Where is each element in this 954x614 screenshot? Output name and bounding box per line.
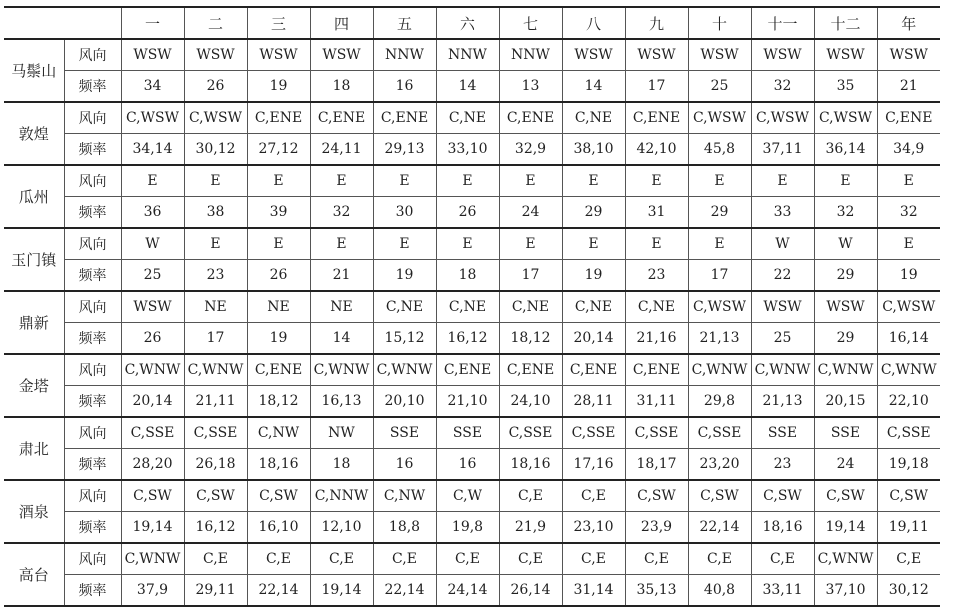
direction-cell: C,NE — [625, 291, 688, 323]
direction-cell: C,SSE — [688, 417, 751, 449]
frequency-cell: 19 — [247, 323, 310, 355]
frequency-cell: 19,14 — [310, 575, 373, 607]
direction-cell: C,E — [310, 543, 373, 575]
station-frequency-row — [4, 260, 940, 292]
frequency-cell: 29 — [814, 323, 877, 355]
direction-cell: C,WSW — [121, 102, 184, 134]
frequency-cell: 12,10 — [310, 512, 373, 544]
direction-cell: E — [436, 165, 499, 197]
frequency-cell: 19 — [877, 260, 940, 292]
direction-cell: C,SW — [877, 480, 940, 512]
station-direction-row — [4, 228, 940, 260]
frequency-cell: 32 — [877, 197, 940, 229]
frequency-cell: 24,11 — [310, 134, 373, 166]
frequency-cell: 16 — [373, 449, 436, 481]
frequency-cell: 19,14 — [814, 512, 877, 544]
frequency-cell: 16,10 — [247, 512, 310, 544]
frequency-cell: 16,12 — [184, 512, 247, 544]
frequency-cell: 29,8 — [688, 386, 751, 418]
frequency-cell: 31 — [625, 197, 688, 229]
direction-cell: E — [625, 165, 688, 197]
header-row — [4, 7, 940, 39]
direction-cell: WSW — [184, 39, 247, 71]
direction-cell: C,ENE — [247, 354, 310, 386]
direction-cell: E — [184, 228, 247, 260]
row-label-frequency: 频率 — [64, 134, 121, 166]
direction-cell: C,ENE — [877, 102, 940, 134]
station-name: 瓜州 — [4, 165, 64, 228]
direction-cell: C,E — [499, 480, 562, 512]
frequency-cell: 20,14 — [562, 323, 625, 355]
frequency-cell: 18,16 — [499, 449, 562, 481]
direction-cell: SSE — [814, 417, 877, 449]
direction-cell: C,ENE — [247, 102, 310, 134]
frequency-cell: 29 — [688, 197, 751, 229]
frequency-cell: 37,10 — [814, 575, 877, 607]
direction-cell: C,E — [499, 543, 562, 575]
row-label-direction: 风向 — [64, 480, 121, 512]
frequency-cell: 26 — [436, 197, 499, 229]
station-frequency-row — [4, 575, 940, 607]
direction-cell: C,SW — [184, 480, 247, 512]
frequency-cell: 36,14 — [814, 134, 877, 166]
frequency-cell: 30 — [373, 197, 436, 229]
frequency-cell: 29,13 — [373, 134, 436, 166]
frequency-cell: 24,14 — [436, 575, 499, 607]
column-header: 四 — [310, 7, 373, 39]
frequency-cell: 18,12 — [499, 323, 562, 355]
direction-cell: W — [121, 228, 184, 260]
station-name: 高台 — [4, 543, 64, 606]
frequency-cell: 21,9 — [499, 512, 562, 544]
direction-cell: C,WSW — [688, 291, 751, 323]
frequency-cell: 25 — [688, 71, 751, 103]
direction-cell: C,NE — [373, 291, 436, 323]
frequency-cell: 38 — [184, 197, 247, 229]
direction-cell: E — [751, 165, 814, 197]
direction-cell: C,E — [373, 543, 436, 575]
station-name: 敦煌 — [4, 102, 64, 165]
row-label-direction: 风向 — [64, 228, 121, 260]
station-direction-row — [4, 354, 940, 386]
frequency-cell: 35,13 — [625, 575, 688, 607]
direction-cell: WSW — [751, 291, 814, 323]
frequency-cell: 26 — [247, 260, 310, 292]
frequency-cell: 22,10 — [877, 386, 940, 418]
direction-cell: C,NW — [247, 417, 310, 449]
direction-cell: NE — [310, 291, 373, 323]
direction-cell: C,SSE — [877, 417, 940, 449]
frequency-cell: 22,14 — [688, 512, 751, 544]
direction-cell: WSW — [247, 39, 310, 71]
direction-cell: E — [373, 228, 436, 260]
frequency-cell: 18,8 — [373, 512, 436, 544]
direction-cell: C,E — [562, 480, 625, 512]
direction-cell: W — [814, 228, 877, 260]
frequency-cell: 14 — [562, 71, 625, 103]
station-frequency-row — [4, 449, 940, 481]
station-frequency-row — [4, 134, 940, 166]
frequency-cell: 21 — [877, 71, 940, 103]
direction-cell: WSW — [814, 291, 877, 323]
station-name: 鼎新 — [4, 291, 64, 354]
direction-cell: C,SSE — [499, 417, 562, 449]
frequency-cell: 19,11 — [877, 512, 940, 544]
row-label-frequency: 频率 — [64, 449, 121, 481]
direction-cell: C,SW — [751, 480, 814, 512]
direction-cell: C,WNW — [310, 354, 373, 386]
direction-cell: NW — [310, 417, 373, 449]
station-frequency-row — [4, 323, 940, 355]
frequency-cell: 18,12 — [247, 386, 310, 418]
column-header: 八 — [562, 7, 625, 39]
direction-cell: C,NE — [436, 102, 499, 134]
station-direction-row — [4, 480, 940, 512]
table-body — [4, 39, 940, 606]
row-label-direction: 风向 — [64, 543, 121, 575]
direction-cell: C,ENE — [436, 354, 499, 386]
frequency-cell: 21,10 — [436, 386, 499, 418]
direction-cell: C,WSW — [814, 102, 877, 134]
direction-cell: C,E — [688, 543, 751, 575]
direction-cell: C,WNW — [751, 354, 814, 386]
direction-cell: SSE — [751, 417, 814, 449]
direction-cell: C,NE — [562, 102, 625, 134]
direction-cell: E — [436, 228, 499, 260]
direction-cell: SSE — [436, 417, 499, 449]
direction-cell: WSW — [877, 39, 940, 71]
frequency-cell: 33,11 — [751, 575, 814, 607]
direction-cell: W — [751, 228, 814, 260]
frequency-cell: 23,10 — [562, 512, 625, 544]
direction-cell: C,ENE — [562, 354, 625, 386]
frequency-cell: 23 — [184, 260, 247, 292]
frequency-cell: 25 — [751, 323, 814, 355]
station-direction-row — [4, 102, 940, 134]
frequency-cell: 33,10 — [436, 134, 499, 166]
direction-cell: WSW — [121, 291, 184, 323]
frequency-cell: 19,18 — [877, 449, 940, 481]
direction-cell: C,E — [184, 543, 247, 575]
direction-cell: WSW — [688, 39, 751, 71]
station-direction-row — [4, 165, 940, 197]
direction-cell: NE — [247, 291, 310, 323]
direction-cell: E — [877, 228, 940, 260]
frequency-cell: 21,13 — [688, 323, 751, 355]
station-frequency-row — [4, 71, 940, 103]
direction-cell: C,ENE — [373, 102, 436, 134]
frequency-cell: 30,12 — [877, 575, 940, 607]
direction-cell: WSW — [625, 39, 688, 71]
frequency-cell: 21 — [310, 260, 373, 292]
column-header: 十一 — [751, 7, 814, 39]
direction-cell: C,SW — [688, 480, 751, 512]
frequency-cell: 34 — [121, 71, 184, 103]
frequency-cell: 32 — [310, 197, 373, 229]
row-label-direction: 风向 — [64, 102, 121, 134]
station-direction-row — [4, 39, 940, 71]
column-header: 五 — [373, 7, 436, 39]
direction-cell: C,WSW — [184, 102, 247, 134]
direction-cell: C,WNW — [814, 543, 877, 575]
direction-cell: C,WSW — [688, 102, 751, 134]
frequency-cell: 16,13 — [310, 386, 373, 418]
frequency-cell: 40,8 — [688, 575, 751, 607]
direction-cell: C,WNW — [121, 543, 184, 575]
frequency-cell: 19,14 — [121, 512, 184, 544]
station-direction-row — [4, 417, 940, 449]
frequency-cell: 17 — [688, 260, 751, 292]
column-header: 年 — [877, 7, 940, 39]
row-label-frequency: 频率 — [64, 575, 121, 607]
direction-cell: E — [184, 165, 247, 197]
direction-cell: WSW — [121, 39, 184, 71]
direction-cell: C,ENE — [625, 102, 688, 134]
frequency-cell: 18 — [436, 260, 499, 292]
frequency-cell: 29 — [814, 260, 877, 292]
frequency-cell: 31,11 — [625, 386, 688, 418]
direction-cell: E — [562, 228, 625, 260]
frequency-cell: 17,16 — [562, 449, 625, 481]
direction-cell: C,SSE — [184, 417, 247, 449]
direction-cell: C,SW — [121, 480, 184, 512]
row-label-direction: 风向 — [64, 354, 121, 386]
direction-cell: E — [499, 228, 562, 260]
direction-cell: C,E — [562, 543, 625, 575]
direction-cell: C,NNW — [310, 480, 373, 512]
direction-cell: C,ENE — [499, 102, 562, 134]
frequency-cell: 26,14 — [499, 575, 562, 607]
direction-cell: E — [625, 228, 688, 260]
corner-cell — [4, 7, 121, 39]
frequency-cell: 19,8 — [436, 512, 499, 544]
frequency-cell: 15,12 — [373, 323, 436, 355]
frequency-cell: 16,14 — [877, 323, 940, 355]
frequency-cell: 37,9 — [121, 575, 184, 607]
direction-cell: C,WSW — [877, 291, 940, 323]
frequency-cell: 16 — [436, 449, 499, 481]
direction-cell: C,WNW — [184, 354, 247, 386]
direction-cell: C,E — [247, 543, 310, 575]
direction-cell: C,WNW — [688, 354, 751, 386]
column-header: 二 — [184, 7, 247, 39]
row-label-direction: 风向 — [64, 39, 121, 71]
direction-cell: C,WNW — [877, 354, 940, 386]
station-frequency-row — [4, 386, 940, 418]
direction-cell: C,SW — [625, 480, 688, 512]
direction-cell: NNW — [499, 39, 562, 71]
frequency-cell: 26 — [184, 71, 247, 103]
direction-cell: C,SW — [814, 480, 877, 512]
column-header: 七 — [499, 7, 562, 39]
direction-cell: C,SSE — [625, 417, 688, 449]
direction-cell: WSW — [751, 39, 814, 71]
frequency-cell: 20,14 — [121, 386, 184, 418]
direction-cell: E — [814, 165, 877, 197]
direction-cell: NE — [184, 291, 247, 323]
row-label-frequency: 频率 — [64, 323, 121, 355]
station-name: 马鬃山 — [4, 39, 64, 102]
direction-cell: C,SSE — [562, 417, 625, 449]
direction-cell: C,NW — [373, 480, 436, 512]
frequency-cell: 19 — [247, 71, 310, 103]
frequency-cell: 20,10 — [373, 386, 436, 418]
frequency-cell: 31,14 — [562, 575, 625, 607]
frequency-cell: 32 — [751, 71, 814, 103]
station-frequency-row — [4, 512, 940, 544]
station-name: 酒泉 — [4, 480, 64, 543]
frequency-cell: 16 — [373, 71, 436, 103]
direction-cell: E — [688, 228, 751, 260]
frequency-cell: 17 — [184, 323, 247, 355]
direction-cell: C,E — [751, 543, 814, 575]
station-direction-row — [4, 291, 940, 323]
row-label-frequency: 频率 — [64, 260, 121, 292]
frequency-cell: 16,12 — [436, 323, 499, 355]
direction-cell: NNW — [436, 39, 499, 71]
direction-cell: C,ENE — [310, 102, 373, 134]
frequency-cell: 24,10 — [499, 386, 562, 418]
direction-cell: C,E — [436, 543, 499, 575]
frequency-cell: 26,18 — [184, 449, 247, 481]
column-header: 一 — [121, 7, 184, 39]
direction-cell: C,ENE — [625, 354, 688, 386]
direction-cell: C,E — [625, 543, 688, 575]
direction-cell: C,E — [877, 543, 940, 575]
frequency-cell: 24 — [814, 449, 877, 481]
frequency-cell: 14 — [310, 323, 373, 355]
frequency-cell: 22,14 — [247, 575, 310, 607]
frequency-cell: 18 — [310, 449, 373, 481]
direction-cell: C,NE — [436, 291, 499, 323]
direction-cell: WSW — [814, 39, 877, 71]
direction-cell: E — [562, 165, 625, 197]
frequency-cell: 45,8 — [688, 134, 751, 166]
direction-cell: E — [373, 165, 436, 197]
frequency-cell: 18,17 — [625, 449, 688, 481]
frequency-cell: 32 — [814, 197, 877, 229]
row-label-frequency: 频率 — [64, 512, 121, 544]
direction-cell: E — [247, 165, 310, 197]
direction-cell: E — [688, 165, 751, 197]
direction-cell: E — [499, 165, 562, 197]
frequency-cell: 22,14 — [373, 575, 436, 607]
frequency-cell: 27,12 — [247, 134, 310, 166]
direction-cell: C,WNW — [373, 354, 436, 386]
frequency-cell: 36 — [121, 197, 184, 229]
frequency-cell: 17 — [499, 260, 562, 292]
direction-cell: WSW — [562, 39, 625, 71]
direction-cell: SSE — [373, 417, 436, 449]
direction-cell: C,WSW — [751, 102, 814, 134]
frequency-cell: 20,15 — [814, 386, 877, 418]
frequency-cell: 32,9 — [499, 134, 562, 166]
frequency-cell: 24 — [499, 197, 562, 229]
direction-cell: C,W — [436, 480, 499, 512]
frequency-cell: 14 — [436, 71, 499, 103]
station-direction-row — [4, 543, 940, 575]
wind-direction-frequency-table — [4, 6, 940, 607]
column-header: 三 — [247, 7, 310, 39]
direction-cell: C,NE — [499, 291, 562, 323]
frequency-cell: 23 — [751, 449, 814, 481]
frequency-cell: 34,14 — [121, 134, 184, 166]
frequency-cell: 23,9 — [625, 512, 688, 544]
direction-cell: WSW — [310, 39, 373, 71]
row-label-frequency: 频率 — [64, 197, 121, 229]
frequency-cell: 29 — [562, 197, 625, 229]
frequency-cell: 39 — [247, 197, 310, 229]
frequency-cell: 30,12 — [184, 134, 247, 166]
frequency-cell: 28,20 — [121, 449, 184, 481]
frequency-cell: 19 — [373, 260, 436, 292]
wind-table-container — [4, 6, 940, 607]
frequency-cell: 23,20 — [688, 449, 751, 481]
frequency-cell: 23 — [625, 260, 688, 292]
frequency-cell: 38,10 — [562, 134, 625, 166]
frequency-cell: 29,11 — [184, 575, 247, 607]
station-name: 玉门镇 — [4, 228, 64, 291]
frequency-cell: 37,11 — [751, 134, 814, 166]
direction-cell: C,SSE — [121, 417, 184, 449]
frequency-cell: 21,16 — [625, 323, 688, 355]
frequency-cell: 19 — [562, 260, 625, 292]
frequency-cell: 25 — [121, 260, 184, 292]
direction-cell: C,WNW — [814, 354, 877, 386]
frequency-cell: 17 — [625, 71, 688, 103]
column-header: 九 — [625, 7, 688, 39]
frequency-cell: 21,11 — [184, 386, 247, 418]
direction-cell: E — [121, 165, 184, 197]
frequency-cell: 26 — [121, 323, 184, 355]
direction-cell: E — [247, 228, 310, 260]
row-label-direction: 风向 — [64, 291, 121, 323]
direction-cell: E — [310, 165, 373, 197]
row-label-frequency: 频率 — [64, 386, 121, 418]
frequency-cell: 22 — [751, 260, 814, 292]
frequency-cell: 33 — [751, 197, 814, 229]
direction-cell: E — [310, 228, 373, 260]
frequency-cell: 34,9 — [877, 134, 940, 166]
row-label-direction: 风向 — [64, 165, 121, 197]
row-label-frequency: 频率 — [64, 71, 121, 103]
frequency-cell: 13 — [499, 71, 562, 103]
station-name: 金塔 — [4, 354, 64, 417]
direction-cell: C,SW — [247, 480, 310, 512]
station-name: 肃北 — [4, 417, 64, 480]
direction-cell: NNW — [373, 39, 436, 71]
frequency-cell: 28,11 — [562, 386, 625, 418]
frequency-cell: 18 — [310, 71, 373, 103]
direction-cell: E — [877, 165, 940, 197]
column-header: 十二 — [814, 7, 877, 39]
direction-cell: C,WNW — [121, 354, 184, 386]
column-header: 十 — [688, 7, 751, 39]
frequency-cell: 18,16 — [751, 512, 814, 544]
frequency-cell: 21,13 — [751, 386, 814, 418]
station-frequency-row — [4, 197, 940, 229]
frequency-cell: 18,16 — [247, 449, 310, 481]
column-header: 六 — [436, 7, 499, 39]
direction-cell: C,NE — [562, 291, 625, 323]
direction-cell: C,ENE — [499, 354, 562, 386]
frequency-cell: 42,10 — [625, 134, 688, 166]
row-label-direction: 风向 — [64, 417, 121, 449]
frequency-cell: 35 — [814, 71, 877, 103]
